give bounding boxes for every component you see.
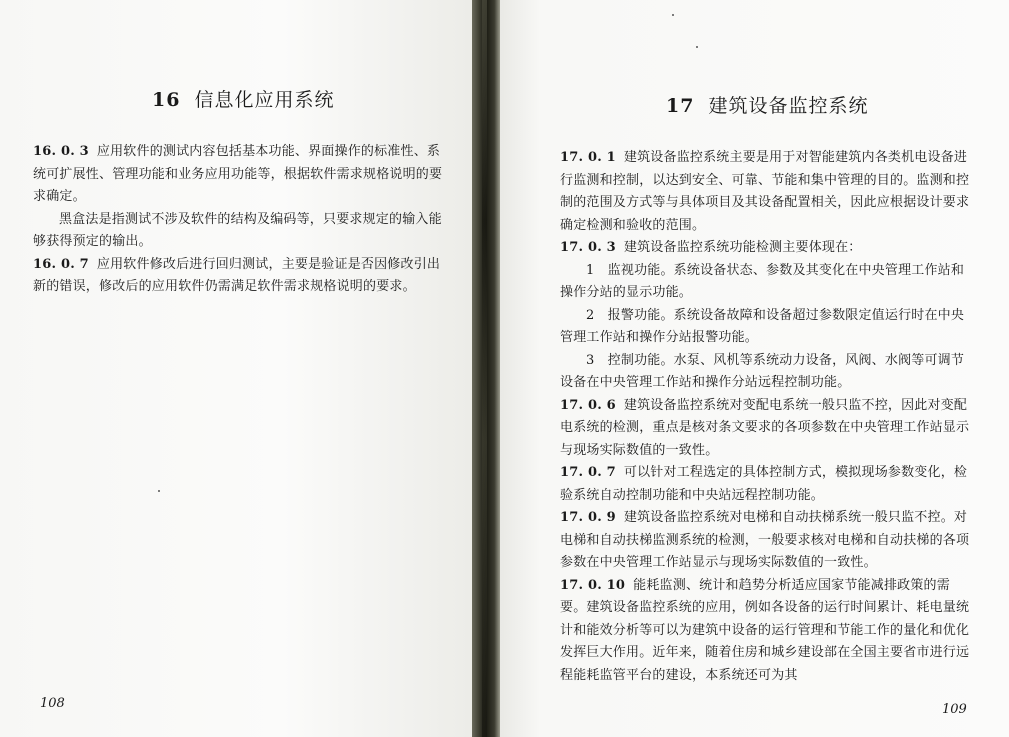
paragraph-text: 建筑设备监控系统对电梯和自动扶梯系统一般只监不控。对电梯和自动扶梯监测系统的检测，一般要求核对电梯和自动扶梯的各项参数在中央管理工作站显示与现场实际数值的一致性。 <box>560 510 970 570</box>
chapter-title: 信息化应用系统 <box>194 89 335 111</box>
chapter-heading <box>152 85 334 112</box>
paragraph-text: 建筑设备监控系统功能检测主要体现在： <box>623 240 862 255</box>
paragraph <box>560 395 976 463</box>
paragraph <box>560 147 976 237</box>
clause-number: 16. 0. 7 <box>33 256 89 272</box>
list-item <box>560 350 976 395</box>
page-number: 109 <box>942 702 967 717</box>
paragraph-text: 1 监视功能。系统设备状态、参数及其变化在中央管理工作站和操作分站的显示功能。 <box>560 262 965 300</box>
paragraph-text: 能耗监测、统计和趋势分析适应国家节能减排政策的需要。建筑设备监控系统的应用，例如各设备的运行时间累计、耗电量统计和能效分析等可以为建筑中设备的运行管理和节能工作的量化和优化发挥巨大作用。近年来，随着住房和城乡建设部在全国主要省市进行远程能耗监管平台的建设，本系统还可为其 <box>560 577 970 683</box>
paragraph-text: 应用软件的测试内容包括基本功能、界面操作的标准性、系统可扩展性、管理功能和业务应用功能等，根据软件需求规格说明的要求确定。 <box>33 144 443 204</box>
paragraph <box>33 254 445 299</box>
clause-number: 16. 0. 3 <box>33 144 89 159</box>
page-number: 108 <box>40 696 65 711</box>
paragraph-text: 建筑设备监控系统对变配电系统一般只监不控，因此对变配电系统的检测，重点是核对条文要求的各项参数在中央管理工作站显示与现场实际数值的一致性。 <box>560 397 970 458</box>
chapter-title: 建筑设备监控系统 <box>708 95 869 117</box>
paragraph <box>560 507 976 575</box>
clause-number: 17. 0. 7 <box>560 465 616 480</box>
paragraph <box>560 462 976 507</box>
list-item <box>560 260 976 305</box>
paper-speck <box>672 14 674 16</box>
paragraph-text: 建筑设备监控系统主要是用于对智能建筑内各类机电设备进行监测和控制，以达到安全、可靠、节能和集中管理的目的。监测和控制的范围及方式等与具体项目及其设备配置相关，因此应根据设计要求确定检测和验收的范围。 <box>560 150 970 233</box>
paragraph-text: 2 报警功能。系统设备故障和设备超过参数限定值运行时在中央管理工作站和操作分站报警功能。 <box>560 307 965 345</box>
paragraph <box>560 575 976 688</box>
clause-number: 17. 0. 6 <box>560 397 616 413</box>
clause-number: 17. 0. 9 <box>560 510 616 525</box>
clause-number: 17. 0. 1 <box>560 150 616 165</box>
paragraph-text: 黑盒法是指测试不涉及软件的结构及编码等，只要求规定的输入能够获得预定的输出。 <box>33 211 442 249</box>
clause-number: 17. 0. 10 <box>560 577 626 593</box>
paragraph-text: 可以针对工程选定的具体控制方式，模拟现场参数变化，检验系统自动控制功能和中央站远程控制功能。 <box>560 465 968 503</box>
left-page <box>0 0 472 737</box>
paragraph <box>33 209 445 254</box>
chapter-number: 17 <box>666 95 695 117</box>
list-item <box>560 305 976 350</box>
chapter-number: 16 <box>152 89 181 111</box>
right-page <box>500 0 1009 737</box>
book-gutter <box>472 0 500 737</box>
clause-number: 17. 0. 3 <box>560 240 616 255</box>
paragraph <box>560 237 976 260</box>
paper-speck <box>158 490 160 492</box>
chapter-heading <box>666 91 868 118</box>
paragraph-text: 应用软件修改后进行回归测试，主要是验证是否因修改引出新的错误，修改后的应用软件仍需满足软件需求规格说明的要求。 <box>33 256 441 294</box>
body-text <box>560 147 976 687</box>
body-text <box>33 141 445 299</box>
paragraph <box>33 141 445 209</box>
paper-speck <box>696 46 698 48</box>
paragraph-text: 3 控制功能。水泵、风机等系统动力设备，风阀、水阀等可调节设备在中央管理工作站和操作分站远程控制功能。 <box>560 352 965 390</box>
